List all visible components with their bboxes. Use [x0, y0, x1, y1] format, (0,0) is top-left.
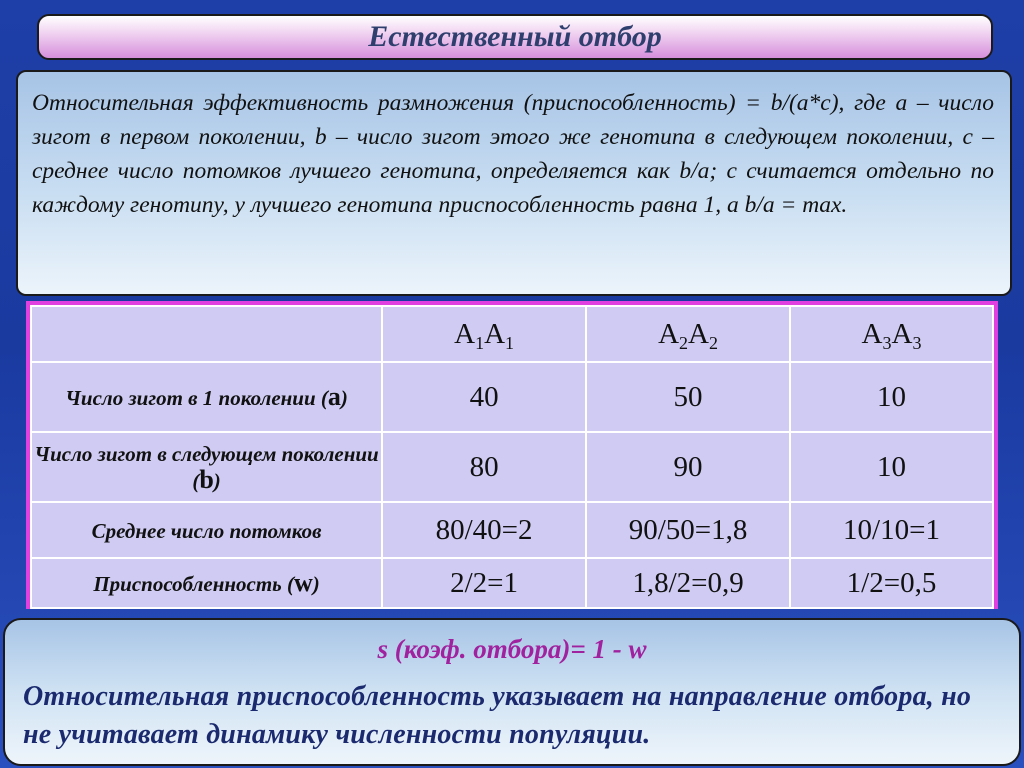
table-cell: 90/50=1,8	[586, 502, 790, 558]
conclusion-box	[3, 618, 1021, 766]
table-cell: 10	[790, 432, 993, 502]
table-cell: 80/40=2	[382, 502, 586, 558]
fitness-table-frame	[26, 301, 998, 609]
table-cell: 80	[382, 432, 586, 502]
row-label-zygotes-next: Число зигот в следующем поколении (b)	[31, 432, 382, 502]
fitness-table	[30, 305, 994, 609]
table-cell: 10	[790, 362, 993, 432]
selection-coefficient-formula: s (коэф. отбора)= 1 - w	[377, 634, 647, 664]
definition-box	[16, 70, 1012, 296]
table-cell: 2/2=1	[382, 558, 586, 608]
table-row	[31, 362, 993, 432]
table-row	[31, 432, 993, 502]
row-label-mean-offspring: Среднее число потомков	[31, 502, 382, 558]
table-cell: 90	[586, 432, 790, 502]
table-cell: 1/2=0,5	[790, 558, 993, 608]
table-row	[31, 558, 993, 608]
table-cell: 10/10=1	[790, 502, 993, 558]
row-label-zygotes-first: Число зигот в 1 поколении (a)	[31, 362, 382, 432]
table-row	[31, 502, 993, 558]
row-label-fitness: Приспособленность (w)	[31, 558, 382, 608]
table-corner-cell	[31, 306, 382, 362]
table-cell: 40	[382, 362, 586, 432]
table-header-row	[31, 306, 993, 362]
table-cell: 50	[586, 362, 790, 432]
table-cell: 1,8/2=0,9	[586, 558, 790, 608]
definition-text: Относительная эффективность размножения (приспособленность) = b/(a*c), где a – число зигот в первом поколении, b – число зигот этого же генотипа в следующем поколении, с – среднее число потомков лучшего генотипа, определяется как b/a; с считается отдельно по каждому генотипу, у лучшего генотипа приспособленность равна 1, а b/a = max.	[32, 90, 994, 218]
conclusion-note: Относительная приспособленность указывает на направление отбора, но не учитавает динамику численности популяции.	[23, 681, 972, 750]
title-bar	[37, 14, 993, 60]
header-genotype-a3a3: $A_3A_3$	[790, 306, 993, 362]
header-genotype-a2a2: $A_2A_2$	[586, 306, 790, 362]
page-title: Естественный отбор	[368, 20, 662, 53]
header-genotype-a1a1: $A_1A_1$	[382, 306, 586, 362]
